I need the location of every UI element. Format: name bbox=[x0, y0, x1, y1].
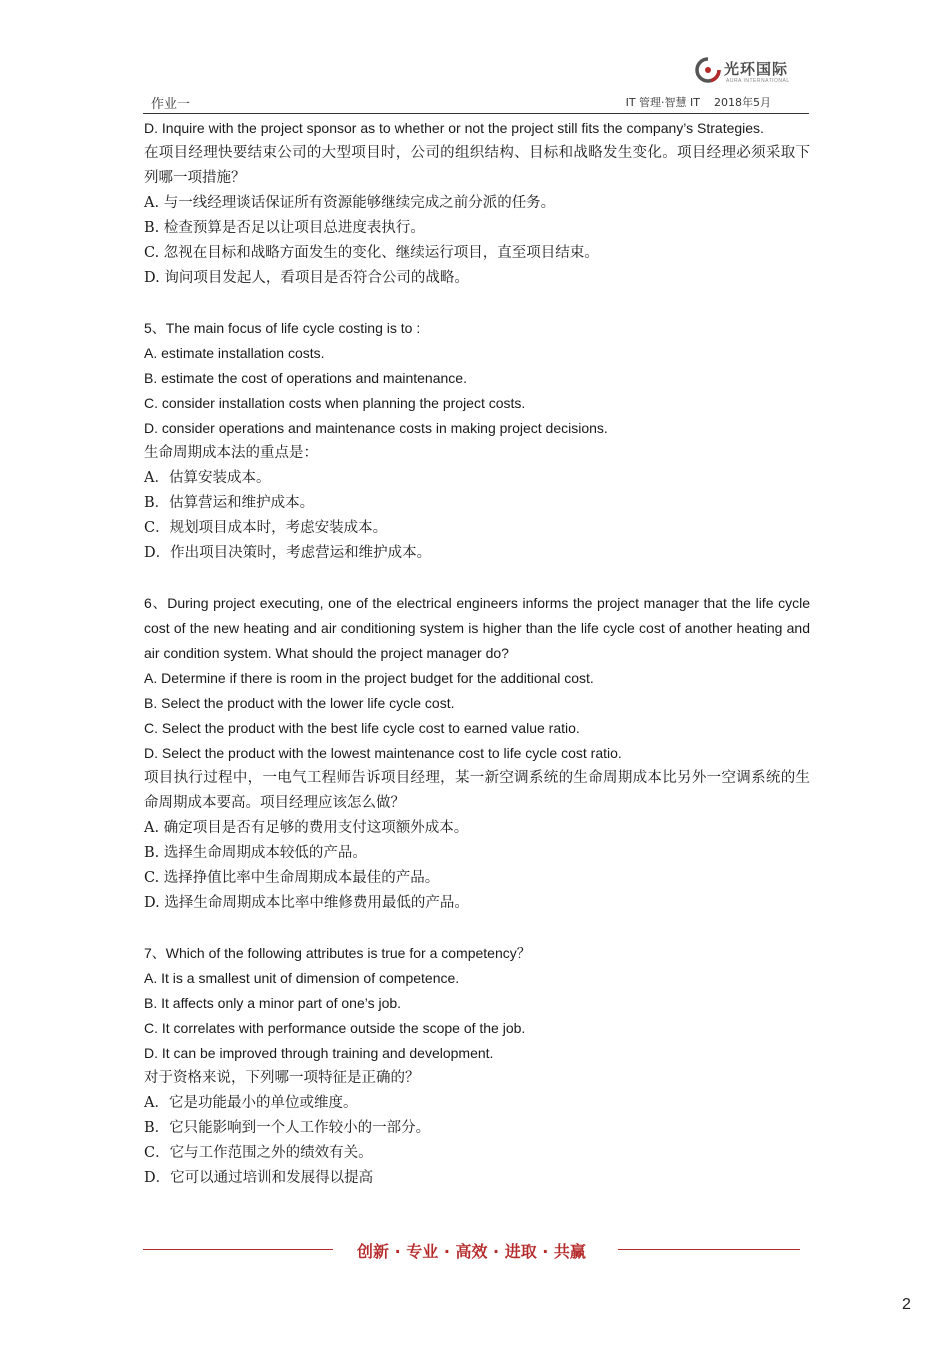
q6-option-b-en: B. Select the product with the lower life cycle cost. bbox=[144, 695, 455, 711]
footer-line-right bbox=[618, 1249, 800, 1250]
q5-option-c-cn: C．规划项目成本时，考虑安装成本。 bbox=[144, 520, 388, 536]
q4-option-d-cn: D. 询问项目发起人，看项目是否符合公司的战略。 bbox=[144, 270, 469, 286]
q5-option-c-en: C. consider installation costs when planning the project costs. bbox=[144, 395, 526, 411]
logo-subtext: AURA INTERNATIONAL bbox=[726, 78, 790, 84]
q5-option-a-cn: A．估算安装成本。 bbox=[144, 470, 271, 486]
q7-option-a-en: A. It is a smallest unit of dimension of competence. bbox=[144, 970, 460, 986]
q7-option-b-cn: B．它只能影响到一个人工作较小的一部分。 bbox=[144, 1120, 431, 1136]
q7-option-d-en: D. It can be improved through training and development. bbox=[144, 1045, 494, 1061]
q7-option-c-cn: C．它与工作范围之外的绩效有关。 bbox=[144, 1145, 373, 1161]
q5-question-en: 5、The main focus of life cycle costing is to : bbox=[144, 320, 421, 336]
q4-option-a-cn: A. 与一线经理谈话保证所有资源能够继续完成之前分派的任务。 bbox=[144, 195, 556, 211]
q6-option-a-en: A. Determine if there is room in the project budget for the additional cost. bbox=[144, 670, 594, 686]
header-doc-title: 作业一 bbox=[151, 97, 191, 112]
q4-option-c-cn: C. 忽视在目标和战略方面发生的变化、继续运行项目，直至项目结束。 bbox=[144, 245, 599, 261]
q7-option-b-en: B. It affects only a minor part of one’s job. bbox=[144, 995, 402, 1011]
q7-question-en: 7、Which of the following attributes is true for a competency？ bbox=[144, 945, 531, 961]
q6-option-c-cn: C. 选择挣值比率中生命周期成本最佳的产品。 bbox=[144, 870, 440, 886]
q7-question-cn: 对于资格来说，下列哪一项特征是正确的？ bbox=[144, 1070, 420, 1086]
company-logo bbox=[694, 56, 804, 86]
footer-slogan: 创新 · 专业 · 高效 · 进取 · 共赢 bbox=[357, 1242, 586, 1261]
q6-question-cn: 项目执行过程中，一电气工程师告诉项目经理，某一新空调系统的生命周期成本比另外一空调系统的生命周期成本要高。项目经理应该怎么做？ bbox=[144, 770, 810, 811]
logo-text: 光环国际 bbox=[724, 60, 789, 78]
q4-option-b-cn: B. 检查预算是否足以让项目总进度表执行。 bbox=[144, 220, 425, 236]
footer-slogan-bar bbox=[143, 1238, 800, 1262]
q6-option-c-en: C. Select the product with the best life cycle cost to earned value ratio. bbox=[144, 720, 580, 736]
q6-option-b-cn: B. 选择生命周期成本较低的产品。 bbox=[144, 845, 367, 861]
q5-question-cn: 生命周期成本法的重点是： bbox=[144, 445, 318, 461]
q4-question-cn: 在项目经理快要结束公司的大型项目时，公司的组织结构、目标和战略发生变化。项目经理必须采取下列哪一项措施？ bbox=[144, 145, 810, 186]
q6-question-en: 6、During project executing, one of the electrical engineers informs the project manager that the life cycle cost of the new heating and air conditioning system is higher than the life cycle cost of another heating and air condition system. What should the project manager do? bbox=[144, 595, 810, 661]
q6-option-d-en: D. Select the product with the lowest maintenance cost to life cycle cost ratio. bbox=[144, 745, 622, 761]
q5-option-d-cn: D．作出项目决策时，考虑营运和维护成本。 bbox=[144, 545, 432, 561]
q7-option-d-cn: D．它可以通过培训和发展得以提高 bbox=[144, 1170, 374, 1186]
header-divider bbox=[143, 113, 809, 114]
q5-option-a-en: A. estimate installation costs. bbox=[144, 345, 325, 361]
q6-option-a-cn: A. 确定项目是否有足够的费用支付这项额外成本。 bbox=[144, 820, 469, 836]
logo-swirl-icon bbox=[694, 56, 722, 84]
q4-option-d-en: D. Inquire with the project sponsor as to whether or not the project still fits the company’s Strategies. bbox=[144, 120, 764, 136]
spacer bbox=[144, 916, 810, 941]
header-course-date: IT 管理·智慧 IT 2018年5月 bbox=[625, 96, 771, 109]
q7-option-c-en: C. It correlates with performance outside the scope of the job. bbox=[144, 1020, 526, 1036]
q5-option-b-cn: B．估算营运和维护成本。 bbox=[144, 495, 315, 511]
spacer bbox=[144, 566, 810, 591]
q5-option-d-en: D. consider operations and maintenance costs in making project decisions. bbox=[144, 420, 608, 436]
page-number: 2 bbox=[902, 1296, 911, 1313]
q6-option-d-cn: D. 选择生命周期成本比率中维修费用最低的产品。 bbox=[144, 895, 469, 911]
document-body bbox=[144, 116, 810, 1191]
spacer bbox=[144, 291, 810, 316]
q5-option-b-en: B. estimate the cost of operations and maintenance. bbox=[144, 370, 467, 386]
q7-option-a-cn: A．它是功能最小的单位或维度。 bbox=[144, 1095, 358, 1111]
